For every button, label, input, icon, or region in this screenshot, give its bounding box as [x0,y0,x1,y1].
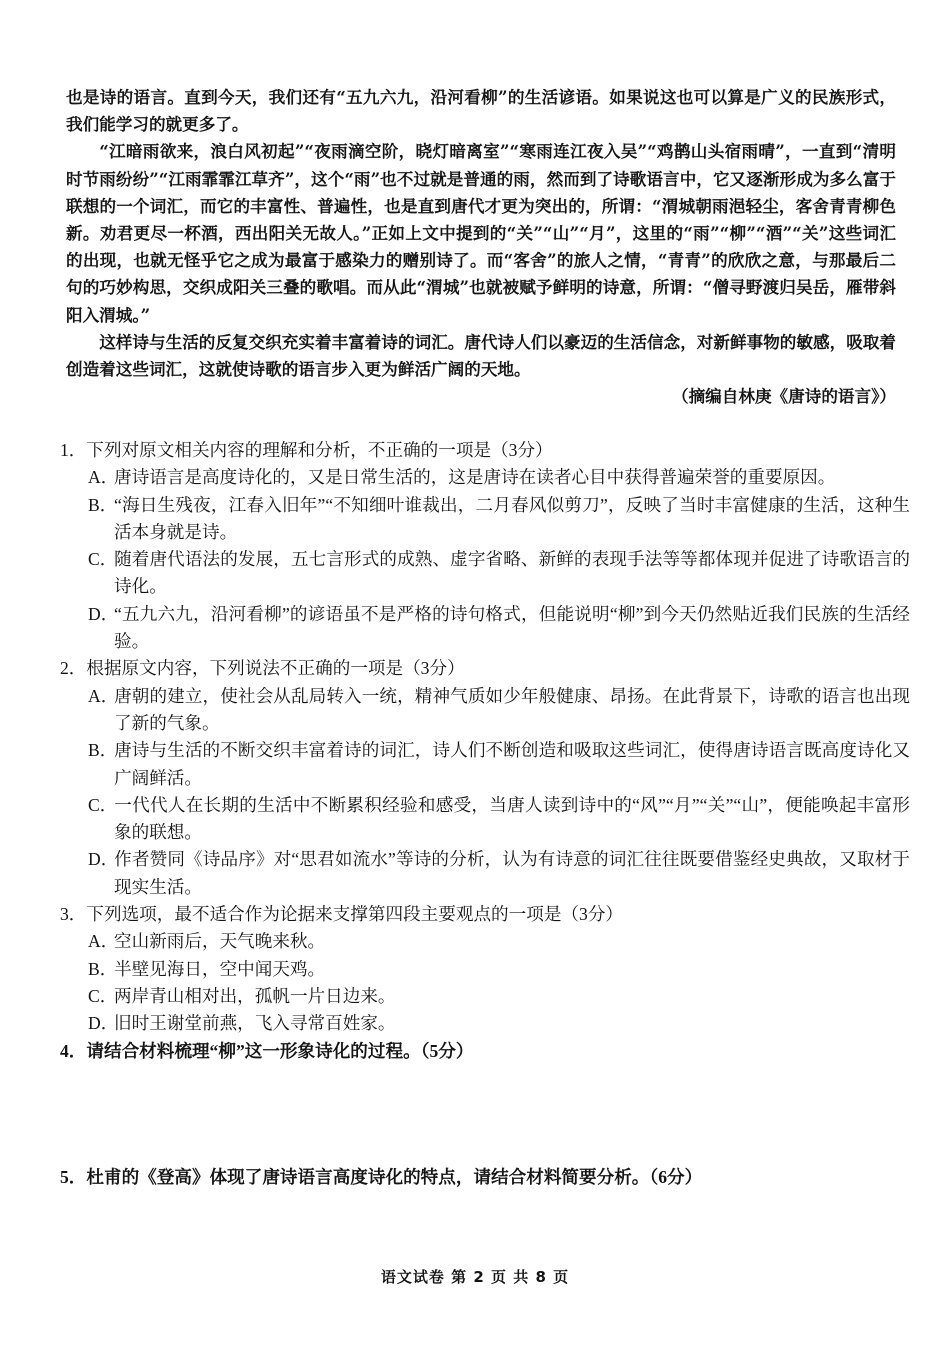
option-letter: A． [88,931,119,952]
option-b [88,492,910,547]
option-letter: D． [88,1013,119,1034]
option-text: 随着唐代语法的发展，五七言形式的成熟、虚字省略、新鲜的表现手法等等都体现并促进了诗歌语言的诗化。 [114,549,910,597]
option-c [88,546,910,601]
passage-paragraph: “江暗雨欲来，浪白风初起”“夜雨滴空阶，晓灯暗离室”“寒雨连江夜入吴”“鸡鹊山头宿雨晴”，一直到“清明时节雨纷纷”“江雨霏霏江草齐”，这个“雨”也不过就是普通的雨，然而到了诗歌语言中，它又逐渐形成为多么富于联想的一个词汇，而它的丰富性、普遍性，也是直到唐代才更为突出的，所谓：“渭城朝雨浥轻尘，客舍青青柳色新。劝君更尽一杯酒，西出阳关无故人。”正如上文中提到的“关”“山”“月”，这里的“雨”“柳”“酒”“关”这些词汇的出现，也就无怪乎它之成为最富于感染力的赠别诗了。而“客舍”的旅人之情，“青青”的欣欣之意，与那最后二句的巧妙构思，交织成阳关三叠的歌唱。而从此“渭城”也就被赋予鲜明的诗意，所谓：“僧寻野渡归吴岳，雁带斜阳入渭城。” [66,141,896,325]
option-c [88,983,910,1010]
passage-paragraph: 这样诗与生活的反复交织充实着丰富着诗的词汇。唐代诗人们以豪迈的生活信念，对新鲜事物的敏感，吸取着创造着这些词汇，这就使诗歌的语言步入更为鲜活广阔的天地。 [66,331,896,380]
option-text: 唐诗语言是高度诗化的，又是日常生活的，这是唐诗在读者心目中获得普遍荣誉的重要原因。 [114,467,836,488]
option-d [88,601,910,656]
option-letter: A． [88,685,119,706]
option-letter: C． [88,549,118,570]
option-a [88,464,910,491]
option-text: “海日生残夜，江春入旧年”“不知细叶谁裁出，二月春风似剪刀”，反映了当时丰富健康的生活，这种生活本身就是诗。 [114,494,910,542]
question-stem: 2．根据原文内容，下列说法不正确的一项是（3分） [60,658,465,679]
option-letter: B． [88,494,118,515]
option-text: 作者赞同《诗品序》对“思君如流水”等诗的分析，认为有诗意的词汇往往既要借鉴经史典故，又取材于现实生活。 [114,849,910,897]
option-c [88,792,910,847]
option-text: 一代代人在长期的生活中不断累积经验和感受，当唐人读到诗中的“风”“月”“关”“山”，便能唤起丰富形象的联想。 [114,794,910,843]
question-2 [60,655,910,901]
question-1 [60,437,910,655]
passage-paragraph: 也是诗的语言。直到今天，我们还有“五九六九，沿河看柳”的生活谚语。如果说这也可以算是广义的民族形式，我们能学习的就更多了。 [66,87,896,135]
question-list [60,437,910,1082]
reading-passage [66,84,896,410]
question-stem: 1．下列对原文相关内容的理解和分析，不正确的一项是（3分） [60,440,553,460]
question-3 [60,901,910,1037]
question-stem: 3．下列选项，最不适合作为论据来支撑第四段主要观点的一项是（3分） [60,904,624,925]
option-text: 旧时王谢堂前燕，飞入寻常百姓家。 [114,1013,396,1034]
question-5: 5．杜甫的《登高》体现了唐诗语言高度诗化的特点，请结合材料简要分析。（6分） [60,1166,703,1187]
option-text: 唐朝的建立，使社会从乱局转入一统，精神气质如少年般健康、昂扬。在此背景下，诗歌的语言也出现了新的气象。 [114,685,910,733]
question-4: 4．请结合材料梳理“柳”这一形象诗化的过程。（5分） [60,1040,474,1061]
option-a [88,683,910,738]
option-letter: B． [88,740,118,761]
option-d [88,1010,910,1037]
option-text: “五九六九，沿河看柳”的谚语虽不是严格的诗句格式，但能说明“柳”到今天仍然贴近我们民族的生活经验。 [114,603,910,652]
option-b [88,737,910,792]
option-letter: C． [88,985,118,1006]
option-a [88,928,910,955]
option-letter: C． [88,794,118,815]
option-d [88,846,910,901]
option-letter: B． [88,958,118,979]
option-text: 唐诗与生活的不断交织丰富着诗的词汇，诗人们不断创造和吸取这些词汇，使得唐诗语言既高度诗化又广阔鲜活。 [114,740,910,788]
option-letter: D． [88,603,119,624]
option-text: 空山新雨后，天气晚来秋。 [114,931,326,952]
option-text: 半壁见海日，空中闻天鸡。 [114,958,326,979]
option-b [88,956,910,983]
option-text: 两岸青山相对出，孤帆一片日边来。 [114,985,396,1006]
passage-source: （摘编自林庚《唐诗的语言》） [671,386,896,407]
option-letter: D． [88,849,119,870]
page-footer: 语文试卷 第 2 页 共 8 页 [380,1268,570,1286]
option-letter: A． [88,467,119,488]
